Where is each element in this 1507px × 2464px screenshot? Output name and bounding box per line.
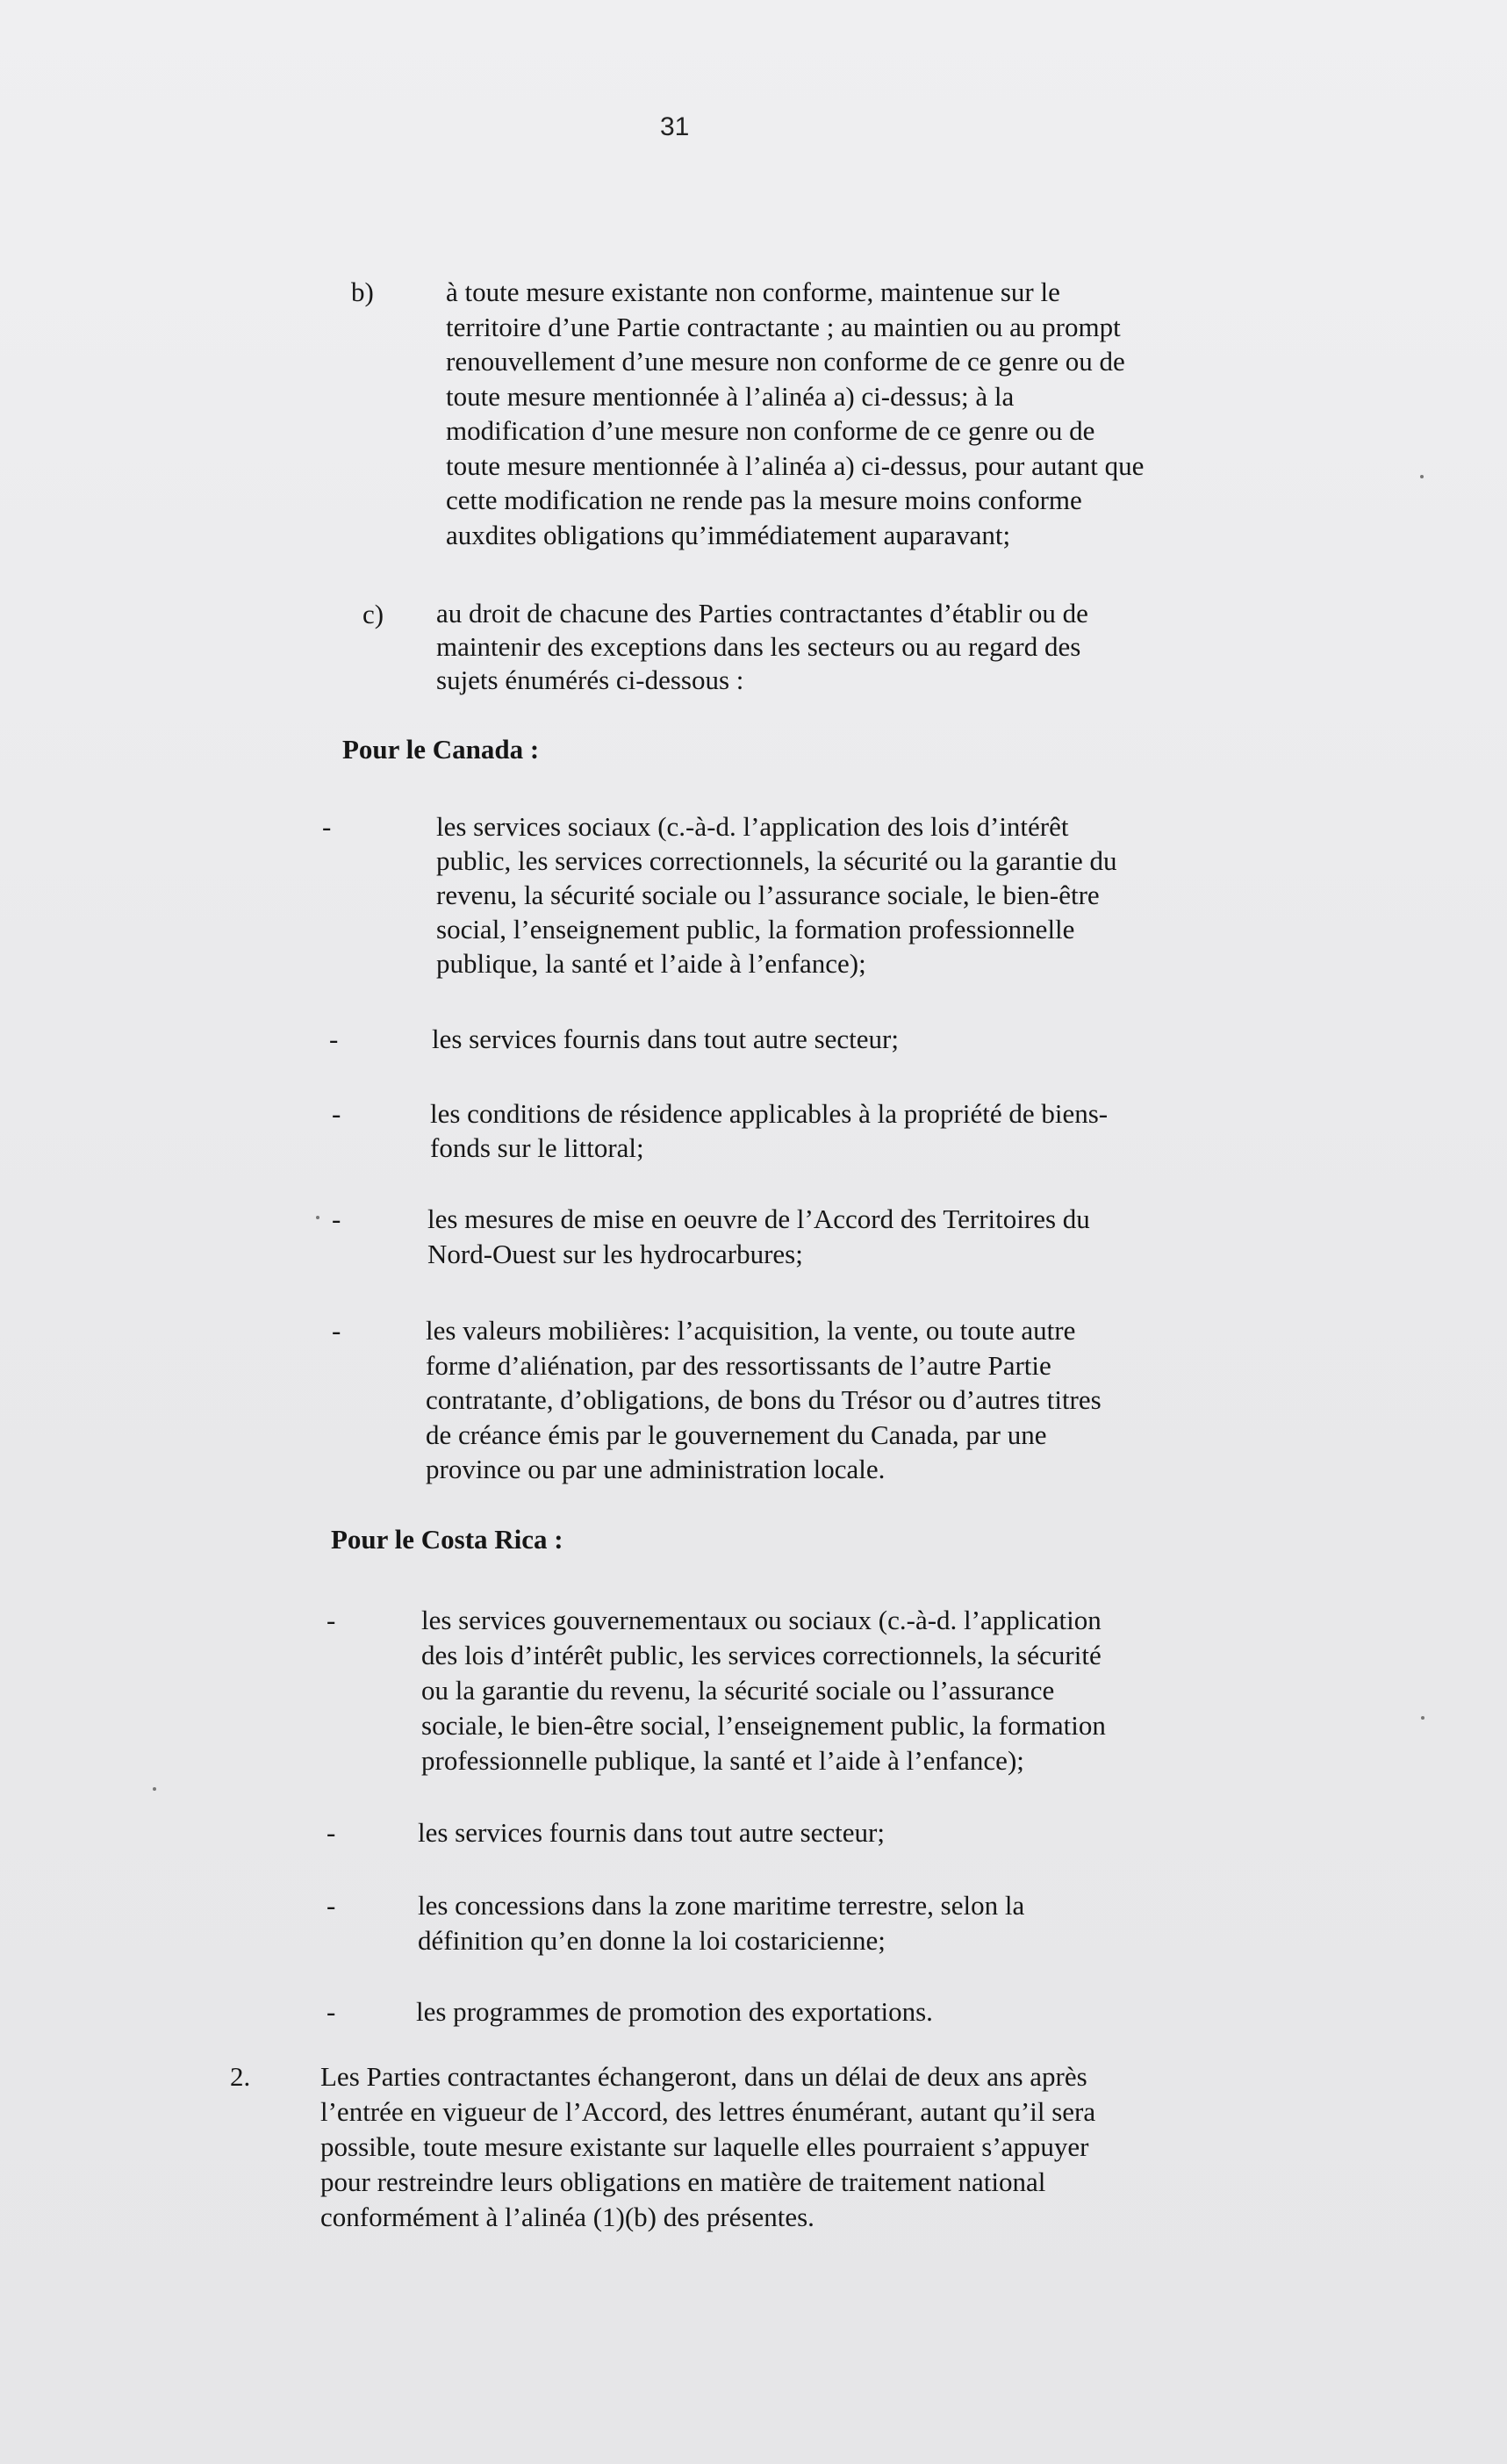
costa-rica-item-concessions [418, 1888, 1024, 1958]
text-line: maintenir des exceptions dans les secteurs ou au regard des [436, 631, 1081, 662]
text-line: les concessions dans la zone maritime terrestre, selon la [418, 1890, 1025, 1921]
costa-rica-item-government-services [421, 1603, 1106, 1778]
text-line: auxdites obligations qu’immédiatement auparavant; [446, 519, 1011, 550]
canada-item-other-services [432, 1022, 899, 1057]
canada-heading: Pour le Canada : [342, 734, 540, 765]
canada-item-hydrocarbons [427, 1202, 1090, 1272]
text-line: possible, toute mesure existante sur laquelle elles pourraient s’appuyer [320, 2131, 1089, 2162]
text-line: ou la garantie du revenu, la sécurité sociale ou l’assurance [421, 1675, 1055, 1706]
costa-rica-heading: Pour le Costa Rica : [331, 1524, 563, 1555]
canada-item-residence [430, 1096, 1108, 1165]
text-line: définition qu’en donne la loi costaricienne; [418, 1925, 886, 1956]
bullet-marker: - [327, 1890, 336, 1921]
page-number: 31 [660, 112, 690, 141]
text-line: Les Parties contractantes échangeront, dans un délai de deux ans après [320, 2061, 1087, 2092]
text-line: pour restreindre leurs obligations en matière de traitement national [320, 2166, 1046, 2197]
scan-speck [316, 1216, 319, 1219]
text-line: renouvellement d’une mesure non conforme de ce genre ou de [446, 346, 1125, 377]
text-line: les services fournis dans tout autre secteur; [432, 1024, 899, 1054]
text-line: territoire d’une Partie contractante ; au maintien ou au prompt [446, 311, 1121, 342]
text-line: professionnelle publique, la santé et l’aide à l’enfance); [421, 1745, 1024, 1776]
text-line: modification d’une mesure non conforme de ce genre ou de [446, 415, 1095, 446]
text-line: social, l’enseignement public, la formation professionnelle [436, 914, 1075, 945]
bullet-marker: - [329, 1024, 339, 1054]
paragraph-2-text [320, 2059, 1095, 2235]
text-line: l’entrée en vigueur de l’Accord, des lettres énumérant, autant qu’il sera [320, 2096, 1096, 2127]
scan-speck [1420, 475, 1424, 478]
scan-speck [153, 1787, 156, 1791]
text-line: des lois d’intérêt public, les services correctionnels, la sécurité [421, 1640, 1102, 1670]
item-c-marker: c) [362, 599, 384, 629]
text-line: forme d’aliénation, par des ressortissants de l’autre Partie [426, 1349, 1051, 1381]
bullet-marker: - [327, 1996, 336, 2027]
text-line: publique, la santé et l’aide à l’enfance); [436, 948, 866, 979]
item-b-text [446, 275, 1144, 552]
text-line: les services gouvernementaux ou sociaux (c.-à-d. l’application [421, 1605, 1102, 1635]
item-b-marker: b) [351, 277, 374, 307]
text-line: au droit de chacune des Parties contractantes d’établir ou de [436, 598, 1088, 629]
text-line: les mesures de mise en oeuvre de l’Accord des Territoires du [427, 1203, 1090, 1234]
scan-speck [1421, 1716, 1424, 1720]
bullet-marker: - [332, 1315, 341, 1346]
text-line: contratante, d’obligations, de bons du Trésor ou d’autres titres [426, 1384, 1102, 1415]
text-line: à toute mesure existante non conforme, maintenue sur le [446, 277, 1060, 307]
bullet-marker: - [327, 1817, 336, 1848]
text-line: sociale, le bien-être social, l’enseignement public, la formation [421, 1710, 1106, 1741]
text-line: les conditions de résidence applicables à la propriété de biens- [430, 1098, 1109, 1129]
text-line: les services sociaux (c.-à-d. l’application des lois d’intérêt [436, 811, 1069, 842]
text-line: toute mesure mentionnée à l’alinéa a) ci-dessus, pour autant que [446, 449, 1145, 481]
text-line: toute mesure mentionnée à l’alinéa a) ci-dessus; à la [446, 380, 1015, 412]
canada-item-social-services [436, 809, 1117, 981]
bullet-marker: - [332, 1098, 341, 1129]
text-line: public, les services correctionnels, la sécurité ou la garantie du [436, 845, 1117, 876]
text-line: les programmes de promotion des exportations. [416, 1996, 933, 2027]
costa-rica-item-exports [416, 1994, 933, 2029]
item-c-text [436, 597, 1088, 697]
text-line: Nord-Ouest sur les hydrocarbures; [427, 1239, 803, 1269]
text-line: fonds sur le littoral; [430, 1132, 644, 1163]
canada-item-securities [426, 1313, 1102, 1487]
text-line: de créance émis par le gouvernement du Canada, par une [426, 1419, 1047, 1450]
text-line: province ou par une administration locale. [426, 1454, 886, 1484]
text-line: revenu, la sécurité sociale ou l’assurance sociale, le bien-être [436, 880, 1100, 910]
paragraph-2-number: 2. [230, 2061, 251, 2092]
text-line: cette modification ne rende pas la mesure moins conforme [446, 485, 1082, 515]
bullet-marker: - [332, 1203, 341, 1234]
text-line: conformément à l’alinéa (1)(b) des présentes. [320, 2202, 814, 2232]
text-line: sujets énumérés ci-dessous : [436, 664, 744, 695]
costa-rica-item-other-services [418, 1815, 885, 1850]
text-line: les services fournis dans tout autre secteur; [418, 1817, 885, 1848]
bullet-marker: - [322, 811, 332, 842]
bullet-marker: - [327, 1605, 336, 1635]
text-line: les valeurs mobilières: l’acquisition, la vente, ou toute autre [426, 1315, 1076, 1346]
